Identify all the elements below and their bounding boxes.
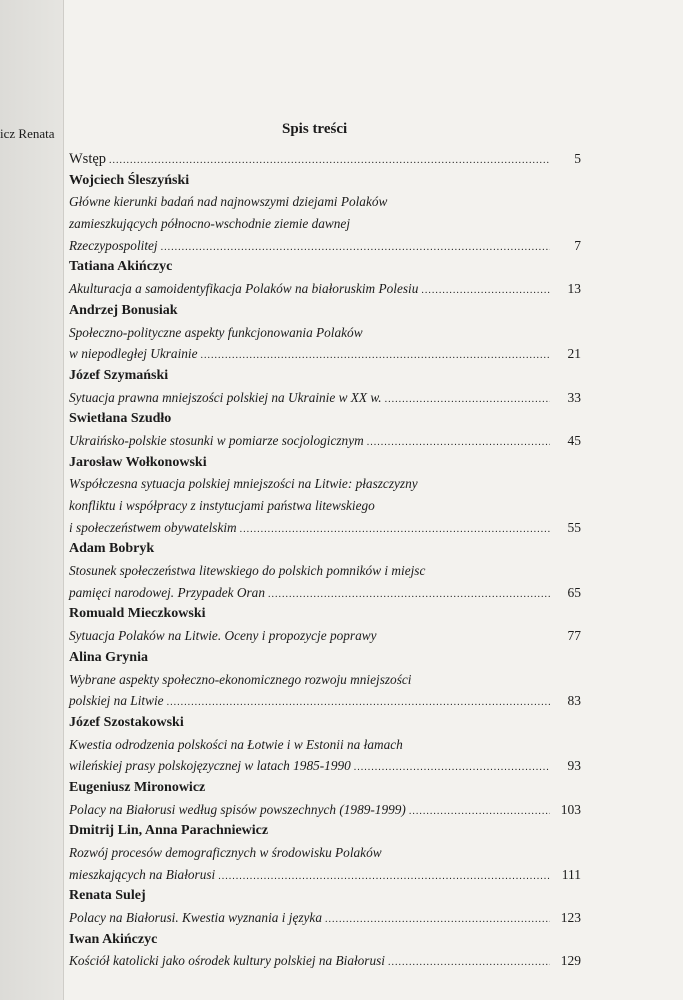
- adjacent-page-fragment: icz Renata: [0, 126, 55, 141]
- toc-author: [69, 300, 581, 322]
- author-name: Alina Grynia: [69, 649, 148, 665]
- toc-entry: [69, 582, 581, 604]
- toc-author: [69, 603, 581, 625]
- entry-title: Ukraińsko-polskie stosunki w pomiarze socjologicznym: [69, 432, 364, 448]
- toc-author: [69, 256, 581, 278]
- entry-title: Kościół katolicki jako ośrodek kultury polskiej na Białorusi: [69, 953, 385, 969]
- author-name: Iwan Akińczyc: [69, 931, 158, 947]
- toc-author: [69, 538, 581, 560]
- author-name: Andrzej Bonusiak: [69, 302, 178, 318]
- entry-title: Polacy na Białorusi. Kwestia wyznania i języka: [69, 910, 322, 926]
- dot-leader: [354, 757, 550, 779]
- toc-entry: [69, 907, 581, 929]
- author-name: Tatiana Akińczyc: [69, 259, 173, 275]
- entry-title: Wybrane aspekty społeczno-ekonomicznego rozwoju mniejszości: [69, 671, 412, 687]
- toc-entry: [69, 322, 581, 344]
- dot-leader: [218, 866, 550, 888]
- author-name: Dmitrij Lin, Anna Parachniewicz: [69, 823, 269, 839]
- toc-author: [69, 712, 581, 734]
- page-number: 83: [567, 693, 581, 709]
- entry-title: zamieszkujących północno-wschodnie ziemie dawnej: [69, 216, 351, 232]
- scan-left-edge: [0, 0, 64, 1000]
- toc-entry: [69, 950, 581, 972]
- toc-entry: [69, 387, 581, 409]
- page-number: 93: [567, 758, 581, 774]
- entry-title: konfliktu i współpracy z instytucjami państwa litewskiego: [69, 498, 375, 513]
- toc-author: [69, 777, 581, 799]
- toc-entry: [69, 235, 581, 257]
- page-number: 123: [560, 910, 581, 926]
- page-number: 129: [560, 953, 581, 969]
- entry-title: Społeczno-polityczne aspekty funkcjonowania Polaków: [69, 324, 363, 340]
- author-name: Adam Bobryk: [69, 541, 155, 557]
- author-name: Romuald Mieczkowski: [69, 606, 206, 622]
- page-number: 7: [574, 237, 581, 253]
- author-name: Eugeniusz Mironowicz: [69, 779, 206, 795]
- page-number: 65: [567, 584, 581, 600]
- entry-title: Rozwój procesów demograficznych w środowisku Polaków: [69, 845, 382, 860]
- author-name: Wojciech Śleszyński: [69, 172, 190, 188]
- page-number: 33: [567, 389, 581, 405]
- entry-title: Sytuacja prawna mniejszości polskiej na Ukrainie w XX w.: [69, 389, 382, 405]
- toc-entry: [69, 560, 581, 582]
- entry-title: pamięci narodowej. Przypadek Oran: [69, 584, 265, 600]
- toc-entry: [69, 473, 581, 495]
- dot-leader: [388, 952, 550, 974]
- page-number: 77: [567, 628, 581, 644]
- toc-author: [69, 647, 581, 669]
- dot-leader: [367, 432, 550, 454]
- toc-entry: [69, 625, 581, 647]
- toc-entry: [69, 669, 581, 691]
- toc-entry: [69, 343, 581, 365]
- entry-title: polskiej na Litwie: [69, 693, 164, 709]
- toc-entry: [69, 278, 581, 300]
- table-of-contents: [69, 148, 581, 972]
- author-name: Jarosław Wołkonowski: [69, 454, 207, 470]
- dot-leader: [421, 280, 550, 302]
- entry-title: Akulturacja a samoidentyfikacja Polaków na białoruskim Polesiu: [69, 281, 419, 297]
- toc-entry: [69, 755, 581, 777]
- toc-entry: [69, 799, 581, 821]
- toc-entry: [69, 690, 581, 712]
- toc-author: [69, 408, 581, 430]
- toc-author: [69, 820, 581, 842]
- toc-entry: [69, 734, 581, 756]
- entry-title: Współczesna sytuacja polskiej mniejszości na Litwie: płaszczyzny: [69, 476, 418, 492]
- dot-leader: [161, 237, 550, 259]
- dot-leader: [240, 519, 550, 541]
- author-name: Renata Sulej: [69, 888, 146, 904]
- dot-leader: [325, 909, 550, 931]
- toc-author: [69, 170, 581, 192]
- page-number: 111: [561, 866, 581, 882]
- page-number: 13: [567, 281, 581, 297]
- entry-title: i społeczeństwem obywatelskim: [69, 519, 237, 535]
- page-number: 103: [560, 801, 581, 817]
- entry-title: Wstęp: [69, 151, 107, 167]
- toc-entry: [69, 864, 581, 886]
- dot-leader: [109, 150, 550, 172]
- dot-leader: [201, 345, 550, 367]
- author-name: Swietłana Szudło: [69, 411, 172, 427]
- toc-entry: [69, 213, 581, 235]
- toc-author: [69, 365, 581, 387]
- toc-entry: [69, 495, 581, 517]
- entry-title: Rzeczypospolitej: [69, 237, 158, 253]
- page-number: 45: [567, 432, 581, 448]
- page-number: 21: [567, 346, 581, 362]
- dot-leader: [167, 692, 550, 714]
- toc-entry: [69, 148, 581, 170]
- entry-title: Stosunek społeczeństwa litewskiego do polskich pomników i miejsc: [69, 563, 426, 579]
- author-name: Józef Szymański: [69, 367, 169, 383]
- dot-leader: [385, 389, 550, 411]
- entry-title: wileńskiej prasy polskojęzycznej w latach 1985-1990: [69, 758, 351, 774]
- entry-title: Sytuacja Polaków na Litwie. Oceny i propozycje poprawy: [69, 628, 377, 644]
- entry-title: Kwestia odrodzenia polskości na Łotwie i w Estonii na łamach: [69, 736, 403, 752]
- toc-author: [69, 929, 581, 951]
- entry-title: Główne kierunki badań nad najnowszymi dziejami Polaków: [69, 194, 388, 210]
- page-title: Spis treści: [282, 121, 348, 137]
- entry-title: mieszkających na Białorusi: [69, 866, 216, 882]
- toc-author: [69, 885, 581, 907]
- toc-entry: [69, 430, 581, 452]
- dot-leader: [409, 801, 550, 823]
- dot-leader: [268, 584, 550, 606]
- toc-author: [69, 452, 581, 474]
- toc-entry: [69, 517, 581, 539]
- page-number: 5: [574, 151, 581, 166]
- entry-title: Polacy na Białorusi według spisów powszechnych (1989-1999): [69, 801, 406, 817]
- entry-title: w niepodległej Ukrainie: [69, 346, 198, 362]
- author-name: Józef Szostakowski: [69, 714, 184, 730]
- toc-entry: [69, 191, 581, 213]
- page-number: 55: [567, 519, 581, 535]
- toc-entry: [69, 842, 581, 864]
